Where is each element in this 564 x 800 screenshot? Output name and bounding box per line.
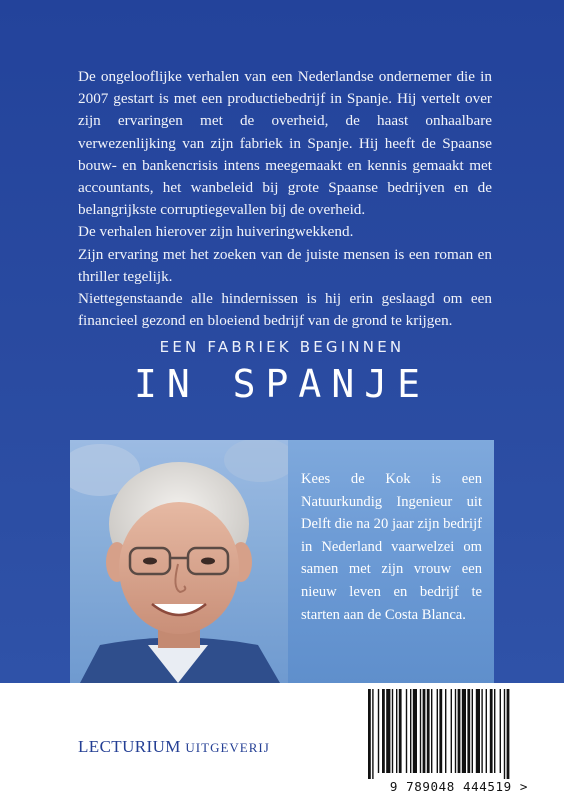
blurb-text [78, 66, 492, 332]
barcode-bar [413, 689, 417, 773]
isbn-barcode [354, 683, 564, 800]
author-portrait-image [70, 440, 288, 683]
publisher-logo [78, 737, 270, 757]
barcode-bar [392, 689, 393, 773]
barcode-bar [382, 689, 385, 773]
barcode-bar [378, 689, 379, 773]
barcode-bar [481, 689, 482, 773]
barcode-bar [427, 689, 430, 773]
barcode-bar [451, 689, 452, 773]
barcode-bar [455, 689, 456, 773]
barcode-bar [431, 689, 432, 773]
barcode-bar [472, 689, 473, 773]
barcode-bars [368, 689, 550, 779]
barcode-bar [437, 689, 438, 773]
barcode-bar [445, 689, 446, 773]
book-title [0, 338, 564, 406]
barcode-bar [406, 689, 407, 773]
barcode-bar [462, 689, 466, 773]
barcode-bar [504, 689, 505, 779]
author-photo [70, 440, 288, 683]
author-bio [301, 468, 482, 626]
title-line-2: IN SPANJE [134, 362, 430, 406]
title-line-1: EEN FABRIEK BEGINNEN [159, 338, 405, 356]
barcode-bar [410, 689, 411, 773]
author-bio-text: Kees de Kok is een Natuurkundig Ingenieur uit Delft die na 20 jaar zijn bedrijf in Nederland vaarwelzei om samen met zijn vrouw een nieuw leven en bedrijf te starten aan de Costa Blanca. [301, 471, 482, 623]
barcode-bar [396, 689, 397, 773]
barcode-bar [420, 689, 421, 773]
barcode-bar [467, 689, 470, 773]
barcode-bar [458, 689, 461, 773]
barcode-bar [386, 689, 390, 773]
publisher-suffix: UITGEVERIJ [185, 740, 270, 755]
barcode-bar [494, 689, 495, 773]
blurb-paragraph: De verhalen hierover zijn huiveringwekkend. [78, 223, 354, 241]
author-panel [70, 440, 494, 683]
blurb-paragraph: Niettegenstaande alle hindernissen is hij erin geslaagd om een financieel gezond en bloeiend bedrijf van de grond te krijgen. [78, 290, 492, 330]
publisher-name: LECTURIUM [78, 737, 181, 756]
barcode-bar [507, 689, 510, 779]
blurb-paragraph: Zijn ervaring met het zoeken van de juiste mensen is een roman en thriller tegelijk. [78, 245, 492, 285]
barcode-bar [423, 689, 426, 773]
isbn-number: 9 789048 444519 > [389, 779, 529, 794]
barcode-bar [368, 689, 371, 779]
barcode-bar [372, 689, 373, 779]
blurb-paragraph: De ongelooflijke verhalen van een Nederlandse ondernemer die in 2007 gestart is met een productiebedrijf in Spanje. Hij vertelt over zijn ervaringen met de overheid, de haast onhaalbare verwezenlijking van zijn fabriek in Spanje. Hij heeft de Spaanse bouw- en bankencrisis intens meegemaakt en kennis gemaakt met accountants, het wanbeleid bij grote Spaanse bedrijven en de belangrijkste corruptiegevallen bij de overheid. [78, 68, 492, 219]
barcode-bar [500, 689, 501, 773]
barcode-bar [486, 689, 487, 773]
barcode-bar [399, 689, 402, 773]
barcode-bar [476, 689, 480, 773]
barcode-bar [490, 689, 493, 773]
barcode-bar [439, 689, 442, 773]
